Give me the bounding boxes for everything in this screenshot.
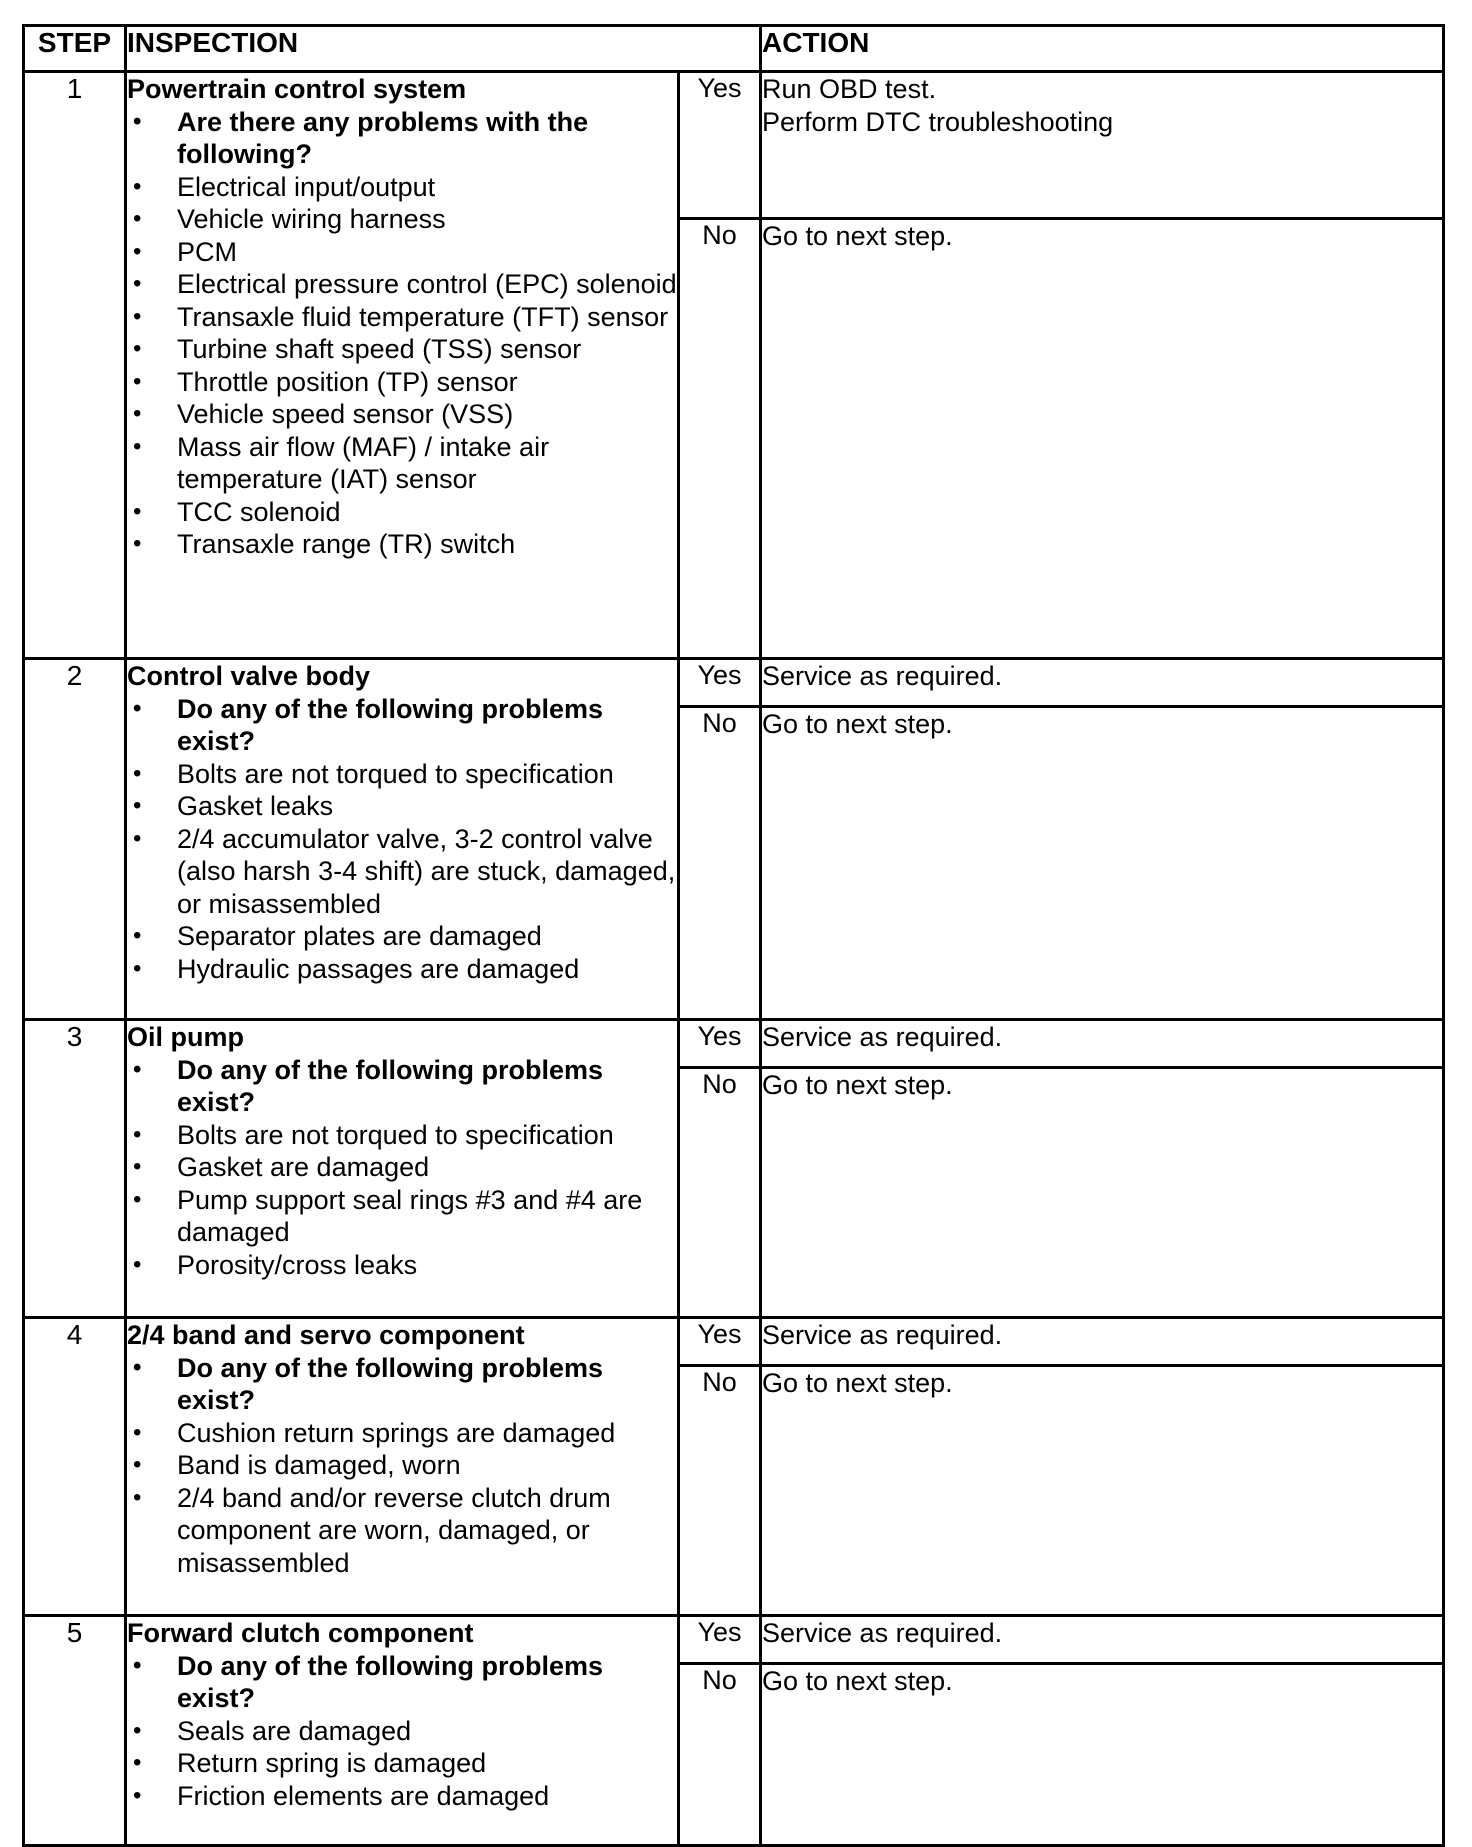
step-row [24, 1616, 1444, 1664]
step-column-header: STEP [24, 26, 126, 72]
inspection-column-header: INSPECTION [126, 26, 761, 72]
inspection-list [127, 106, 677, 561]
action-column-header: ACTION [761, 26, 1444, 72]
step-number: 3 [24, 1020, 126, 1318]
list-item: • Electrical pressure control (EPC) solenoid [127, 268, 677, 301]
no-label: No [679, 707, 761, 1020]
step-row [24, 659, 1444, 707]
action-line: Service as required. [762, 1320, 1003, 1350]
list-item: • Return spring is damaged [127, 1747, 677, 1780]
yes-action [761, 72, 1444, 219]
step-number: 5 [24, 1616, 126, 1846]
list-item: • Vehicle speed sensor (VSS) [127, 398, 677, 431]
list-item: • Gasket are damaged [127, 1151, 677, 1184]
list-item: • Transaxle fluid temperature (TFT) sensor [127, 301, 677, 334]
list-item: • Transaxle range (TR) switch [127, 528, 677, 561]
no-label: No [679, 219, 761, 659]
list-item: • Band is damaged, worn [127, 1449, 677, 1482]
inspection-title: 2/4 band and servo component [127, 1320, 525, 1350]
inspection-title: Oil pump [127, 1022, 244, 1052]
inspection-title: Control valve body [127, 661, 371, 691]
header-row [24, 26, 1444, 72]
no-action: Go to next step. [761, 707, 1444, 1020]
list-item: • Turbine shaft speed (TSS) sensor [127, 333, 677, 366]
step-row [24, 1318, 1444, 1366]
list-item: • Friction elements are damaged [127, 1780, 677, 1813]
inspection-cell [126, 1318, 679, 1616]
yes-label: Yes [679, 659, 761, 707]
inspection-list [127, 693, 677, 986]
list-item: • Cushion return springs are damaged [127, 1417, 677, 1450]
no-action: Go to next step. [761, 1366, 1444, 1616]
yes-action [761, 659, 1444, 707]
list-item: • Bolts are not torqued to specification [127, 758, 677, 791]
step-number: 1 [24, 72, 126, 659]
inspection-list [127, 1650, 677, 1813]
inspection-cell [126, 72, 679, 659]
no-label: No [679, 1068, 761, 1318]
inspection-cell [126, 1616, 679, 1846]
list-item: • 2/4 accumulator valve, 3-2 control valve (also harsh 3-4 shift) are stuck, damaged, or misassembled [127, 823, 677, 921]
action-line: Perform DTC troubleshooting [762, 106, 1114, 137]
list-item: • PCM [127, 236, 677, 269]
inspection-list [127, 1352, 677, 1580]
inspection-question: • Do any of the following problems exist? [127, 1352, 677, 1417]
list-item: • 2/4 band and/or reverse clutch drum component are worn, damaged, or misassembled [127, 1482, 677, 1580]
yes-label: Yes [679, 1020, 761, 1068]
yes-label: Yes [679, 1318, 761, 1366]
list-item: • Bolts are not torqued to specification [127, 1119, 677, 1152]
inspection-title: Powertrain control system [127, 74, 467, 104]
list-item: • Porosity/cross leaks [127, 1249, 677, 1282]
no-action: Go to next step. [761, 219, 1444, 659]
step-number: 4 [24, 1318, 126, 1616]
list-item: • Seals are damaged [127, 1715, 677, 1748]
list-item: • Electrical input/output [127, 171, 677, 204]
action-line: Service as required. [762, 1618, 1003, 1648]
step-row [24, 1020, 1444, 1068]
list-item: • Vehicle wiring harness [127, 203, 677, 236]
inspection-table [22, 24, 1445, 1847]
action-line: Service as required. [762, 661, 1003, 691]
list-item: • TCC solenoid [127, 496, 677, 529]
yes-label: Yes [679, 72, 761, 219]
list-item: • Separator plates are damaged [127, 920, 677, 953]
action-line: Run OBD test. [762, 74, 937, 104]
inspection-question: • Do any of the following problems exist? [127, 1054, 677, 1119]
inspection-list [127, 1054, 677, 1282]
list-item: • Pump support seal rings #3 and #4 are damaged [127, 1184, 677, 1249]
list-item: • Hydraulic passages are damaged [127, 953, 677, 986]
step-number: 2 [24, 659, 126, 1020]
list-item: • Gasket leaks [127, 790, 677, 823]
action-line: Service as required. [762, 1022, 1003, 1052]
yes-label: Yes [679, 1616, 761, 1664]
no-label: No [679, 1366, 761, 1616]
yes-action [761, 1616, 1444, 1664]
list-item: • Mass air flow (MAF) / intake air temperature (IAT) sensor [127, 431, 677, 496]
yes-action [761, 1318, 1444, 1366]
inspection-title: Forward clutch component [127, 1618, 474, 1648]
no-action: Go to next step. [761, 1664, 1444, 1846]
no-action: Go to next step. [761, 1068, 1444, 1318]
list-item: • Throttle position (TP) sensor [127, 366, 677, 399]
inspection-question: • Do any of the following problems exist? [127, 1650, 677, 1715]
yes-action [761, 1020, 1444, 1068]
inspection-cell [126, 1020, 679, 1318]
inspection-question: • Do any of the following problems exist? [127, 693, 677, 758]
no-label: No [679, 1664, 761, 1846]
inspection-question: • Are there any problems with the following? [127, 106, 677, 171]
inspection-cell [126, 659, 679, 1020]
step-row [24, 72, 1444, 219]
